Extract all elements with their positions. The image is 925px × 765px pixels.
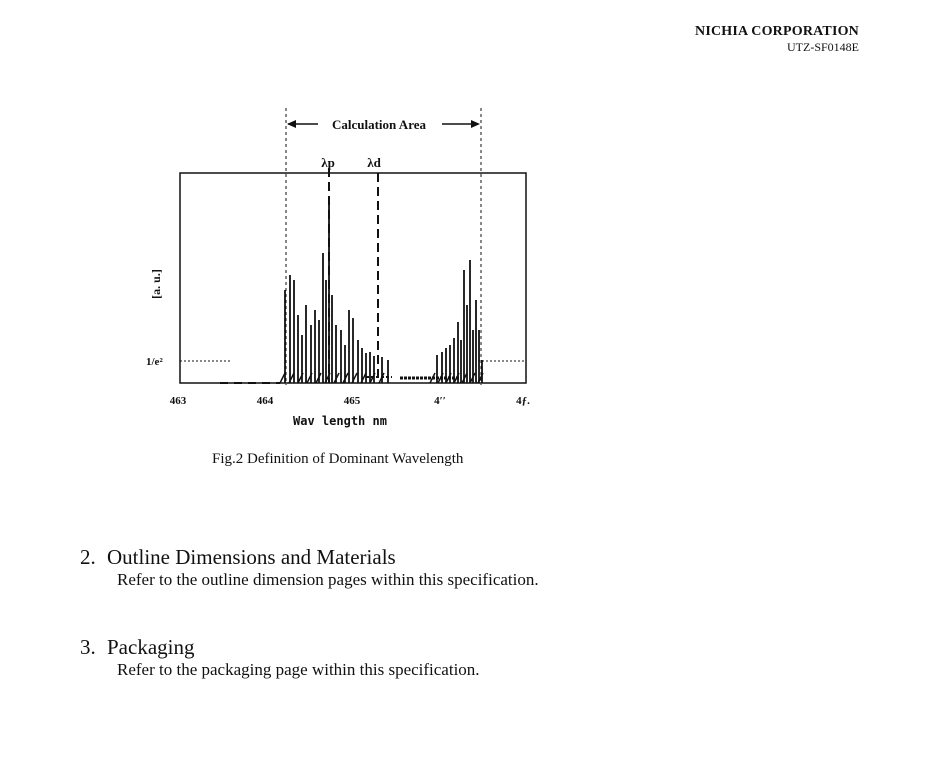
- dominant-wavelength-figure: [130, 100, 560, 440]
- x-tick-463: 463: [169, 395, 187, 407]
- section-text: Refer to the outline dimension pages within this specification.: [117, 570, 539, 589]
- figure-caption: Fig.2 Definition of Dominant Wavelength: [212, 451, 464, 467]
- company-name: NICHIA CORPORATION: [695, 24, 859, 39]
- x-tick-466: 4′′: [434, 395, 446, 407]
- section-heading: [80, 545, 539, 569]
- x-tick-464: 464: [256, 395, 274, 407]
- x-tick-465: 465: [343, 395, 361, 407]
- spectrum-peaks: [280, 198, 483, 383]
- lambda-d-label: λd: [367, 155, 381, 170]
- y-axis-label: [a. u.]: [149, 269, 163, 299]
- x-tick-467: 4ƒ.: [516, 395, 530, 407]
- calc-area-arrowhead-left: [287, 120, 296, 128]
- section-number: 3.: [80, 635, 96, 659]
- section-title: Outline Dimensions and Materials: [107, 545, 396, 569]
- page-header: [695, 24, 859, 54]
- document-id: UTZ-SF0148E: [787, 40, 859, 54]
- section-packaging: [80, 635, 480, 680]
- threshold-label: 1/e²: [146, 356, 163, 368]
- calc-area-arrowhead-right: [471, 120, 480, 128]
- section-number: 2.: [80, 545, 96, 569]
- section-title: Packaging: [107, 635, 195, 659]
- lambda-p-label: λp: [321, 155, 335, 170]
- section-text: Refer to the packaging page within this specification.: [117, 660, 480, 679]
- spectrum-diagram: [130, 100, 560, 440]
- section-heading: [80, 635, 480, 659]
- calc-area-label: Calculation Area: [331, 117, 427, 132]
- x-axis-label: Wav length nm: [293, 414, 387, 428]
- section-outline-dimensions: [80, 545, 539, 590]
